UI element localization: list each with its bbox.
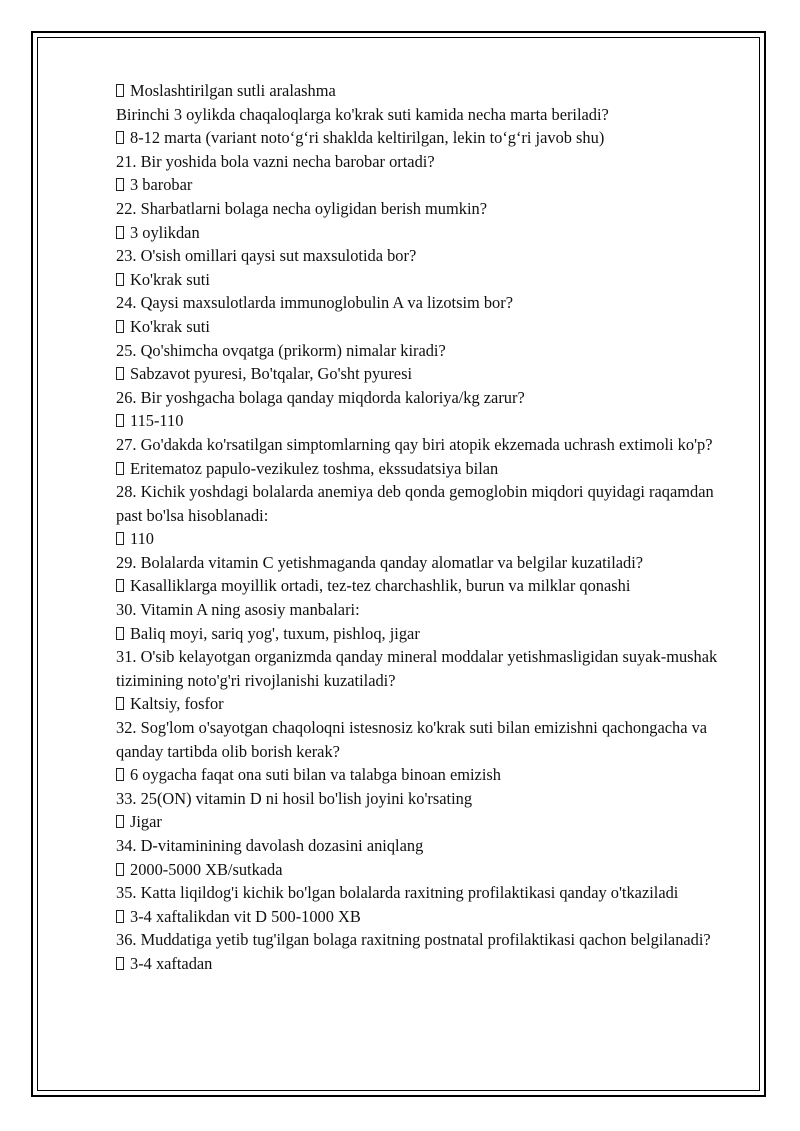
answer-line	[116, 952, 736, 976]
question-line	[116, 244, 736, 268]
answer-line	[116, 763, 736, 787]
missing-glyph-icon	[116, 462, 124, 475]
answer-text: Kasalliklarga moyillik ortadi, tez-tez charchashlik, burun va milklar qonashi	[130, 576, 631, 596]
question-line	[116, 881, 736, 905]
question-line	[116, 433, 736, 457]
answer-line	[116, 622, 736, 646]
question-line	[116, 928, 736, 952]
question-line	[116, 598, 736, 622]
missing-glyph-icon	[116, 367, 124, 380]
question-text: 35. Katta liqildog'i kichik bo'lgan bolalarda raxitning profilaktikasi qanday o'tkaziladi	[116, 883, 679, 903]
missing-glyph-icon	[116, 84, 124, 97]
question-text: 27. Go'dakda ko'rsatilgan simptomlarning qay biri atopik ekzemada uchrash extimoli ko'p?	[116, 434, 713, 454]
answer-text: 3 barobar	[130, 175, 193, 195]
answer-text: 110	[130, 529, 154, 549]
question-line	[116, 645, 736, 692]
answer-line	[116, 574, 736, 598]
answer-text: Baliq moyi, sariq yog', tuxum, pishloq, jigar	[130, 623, 420, 643]
answer-text: 2000-5000 XB/sutkada	[130, 859, 283, 879]
missing-glyph-icon	[116, 863, 124, 876]
missing-glyph-icon	[116, 532, 124, 545]
document-body	[116, 79, 736, 976]
answer-line	[116, 268, 736, 292]
answer-line	[116, 315, 736, 339]
question-text: 33. 25(ON) vitamin D ni hosil bo'lish joyini ko'rsating	[116, 788, 473, 808]
answer-text: Eritematoz papulo-vezikulez toshma, ekssudatsiya bilan	[130, 458, 499, 478]
answer-text: Jigar	[130, 812, 162, 832]
missing-glyph-icon	[116, 414, 124, 427]
question-line	[116, 787, 736, 811]
answer-text: 6 oygacha faqat ona suti bilan va talabga binoan emizish	[130, 765, 501, 785]
answer-text: Sabzavot pyuresi, Bo'tqalar, Go'sht pyuresi	[130, 364, 413, 384]
answer-line	[116, 173, 736, 197]
answer-line	[116, 858, 736, 882]
question-text: 26. Bir yoshgacha bolaga qanday miqdorda kaloriya/kg zarur?	[116, 387, 525, 407]
missing-glyph-icon	[116, 910, 124, 923]
question-line	[116, 386, 736, 410]
answer-text: Ko'krak suti	[130, 269, 210, 289]
answer-line	[116, 362, 736, 386]
question-text: 30. Vitamin A ning asosiy manbalari:	[116, 600, 360, 620]
question-line	[116, 197, 736, 221]
missing-glyph-icon	[116, 273, 124, 286]
question-line	[116, 103, 736, 127]
missing-glyph-icon	[116, 627, 124, 640]
question-line	[116, 716, 736, 763]
question-text: Birinchi 3 oylikda chaqaloqlarga ko'krak suti kamida necha marta beriladi?	[116, 104, 609, 124]
answer-text: 3-4 xaftadan	[130, 953, 213, 973]
question-text: 24. Qaysi maxsulotlarda immunoglobulin A va lizotsim bor?	[116, 293, 513, 313]
answer-line	[116, 126, 736, 150]
missing-glyph-icon	[116, 697, 124, 710]
answer-line	[116, 221, 736, 245]
missing-glyph-icon	[116, 226, 124, 239]
question-text: 32. Sog'lom o'sayotgan chaqoloqni istesnosiz ko'krak suti bilan emizishni qachongacha va qanday tartibda olib borish kerak?	[116, 718, 708, 761]
answer-text: 8-12 marta (variant noto‘g‘ri shaklda keltirilgan, lekin to‘g‘ri javob shu)	[130, 128, 605, 148]
missing-glyph-icon	[116, 178, 124, 191]
question-line	[116, 834, 736, 858]
question-text: 31. O'sib kelayotgan organizmda qanday mineral moddalar yetishmasligidan suyak-mushak tizimining noto'g'ri rivojlanishi kuzatiladi?	[116, 647, 718, 690]
missing-glyph-icon	[116, 815, 124, 828]
missing-glyph-icon	[116, 768, 124, 781]
question-text: 22. Sharbatlarni bolaga necha oyligidan berish mumkin?	[116, 198, 487, 218]
missing-glyph-icon	[116, 320, 124, 333]
missing-glyph-icon	[116, 579, 124, 592]
answer-text: 115-110	[130, 411, 184, 431]
missing-glyph-icon	[116, 957, 124, 970]
question-text: 29. Bolalarda vitamin C yetishmaganda qanday alomatlar va belgilar kuzatiladi?	[116, 552, 644, 572]
answer-line	[116, 409, 736, 433]
answer-line	[116, 527, 736, 551]
question-text: 23. O'sish omillari qaysi sut maxsulotida bor?	[116, 246, 417, 266]
question-line	[116, 480, 736, 527]
missing-glyph-icon	[116, 131, 124, 144]
answer-line	[116, 905, 736, 929]
question-text: 25. Qo'shimcha ovqatga (prikorm) nimalar kiradi?	[116, 340, 446, 360]
answer-line	[116, 457, 736, 481]
answer-line	[116, 810, 736, 834]
answer-text: Kaltsiy, fosfor	[130, 694, 224, 714]
question-line	[116, 150, 736, 174]
question-line	[116, 291, 736, 315]
answer-text: Moslashtirilgan sutli aralashma	[130, 81, 336, 100]
answer-text: 3 oylikdan	[130, 222, 200, 242]
question-text: 36. Muddatiga yetib tug'ilgan bolaga raxitning postnatal profilaktikasi qachon belgilanadi?	[116, 930, 711, 950]
question-line	[116, 551, 736, 575]
question-text: 28. Kichik yoshdagi bolalarda anemiya deb qonda gemoglobin miqdori quyidagi raqamdan past bo'lsa hisoblanadi:	[116, 482, 714, 525]
answer-text: Ko'krak suti	[130, 316, 210, 336]
question-text: 21. Bir yoshida bola vazni necha barobar ortadi?	[116, 151, 435, 171]
answer-line	[116, 692, 736, 716]
answer-text: 3-4 xaftalikdan vit D 500-1000 XB	[130, 906, 361, 926]
question-line	[116, 339, 736, 363]
answer-line	[116, 79, 736, 103]
question-text: 34. D-vitaminining davolash dozasini aniqlang	[116, 836, 424, 855]
